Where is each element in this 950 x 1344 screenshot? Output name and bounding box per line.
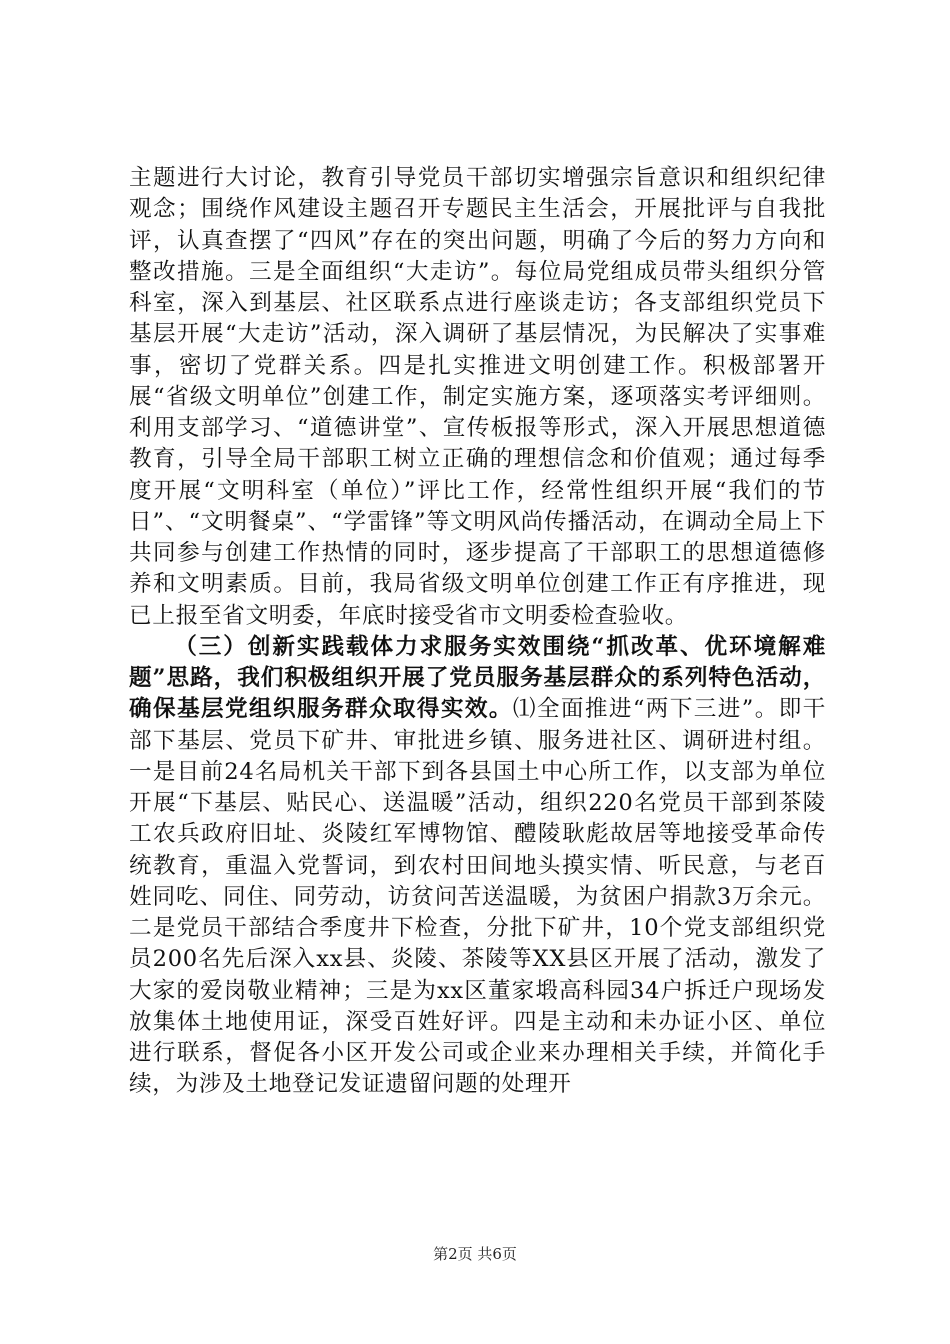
section-heading: （三）创新实践载体力求服务实效围绕“抓改革、优环境解难题”思路，我们积极组织开展了党员服务基层群众的系列特色活动，确保基层党组织服务群众取得实效。 (129, 633, 826, 723)
paragraph-continuation: 主题进行大讨论，教育引导党员干部切实增强宗旨意识和组织纪律观念；围绕作风建设主题召开专题民主生活会，开展批评与自我批评，认真查摆了“四风”存在的突出问题，明确了今后的努力方向和整改措施。三是全面组织“大走访”。每位局党组成员带头组织分管科室，深入到基层、社区联系点进行座谈走访；各支部组织党员下基层开展“大走访”活动，深入调研了基层情况，为民解决了实事难事，密切了党群关系。四是扎实推进文明创建工作。积极部署开展“省级文明单位”创建工作，制定实施方案，逐项落实考评细则。利用支部学习、“道德讲堂”、宣传板报等形式，深入开展思想道德教育，引导全局干部职工树立正确的理想信念和价值观；通过每季度开展“文明科室（单位）”评比工作，经常性组织开展“我们的节日”、“文明餐桌”、“学雷锋”等文明风尚传播活动，在调动全局上下共同参与创建工作热情的同时，逐步提高了干部职工的思想道德修养和文明素质。目前，我局省级文明单位创建工作正有序推进，现已上报至省文明委，年底时接受省市文明委检查验收。 (129, 165, 826, 629)
section-body: ⑴全面推进“两下三进”。即干部下基层、党员下矿井、审批进乡镇、服务进社区、调研进村组。一是目前24名局机关干部下到各县国土中心所工作，以支部为单位开展“下基层、贴民心、送温暖”活动，组织220名党员干部到茶陵工农兵政府旧址、炎陵红军博物馆、醴陵耿彪故居等地接受革命传统教育，重温入党誓词，到农村田间地头摸实情、听民意，与老百姓同吃、同住、同劳动，访贫问苦送温暖，为贫困户捐款3万余元。二是党员干部结合季度井下检查，分批下矿井，10个党支部组织党员200名先后深入xx县、炎陵、茶陵等XX县区开展了活动，激发了大家的爱岗敬业精神；三是为xx区董家塅高科园34户拆迁户现场发放集体土地使用证，深受百姓好评。四是主动和未办证小区、单位进行联系，督促各小区开发公司或企业来办理相关手续，并简化手续，为涉及土地登记发证遗留问题的处理开 (129, 696, 827, 1098)
page-number: 第2页 共6页 (433, 1245, 517, 1263)
paragraph-section-three (129, 632, 826, 1101)
document-body (129, 163, 826, 1101)
